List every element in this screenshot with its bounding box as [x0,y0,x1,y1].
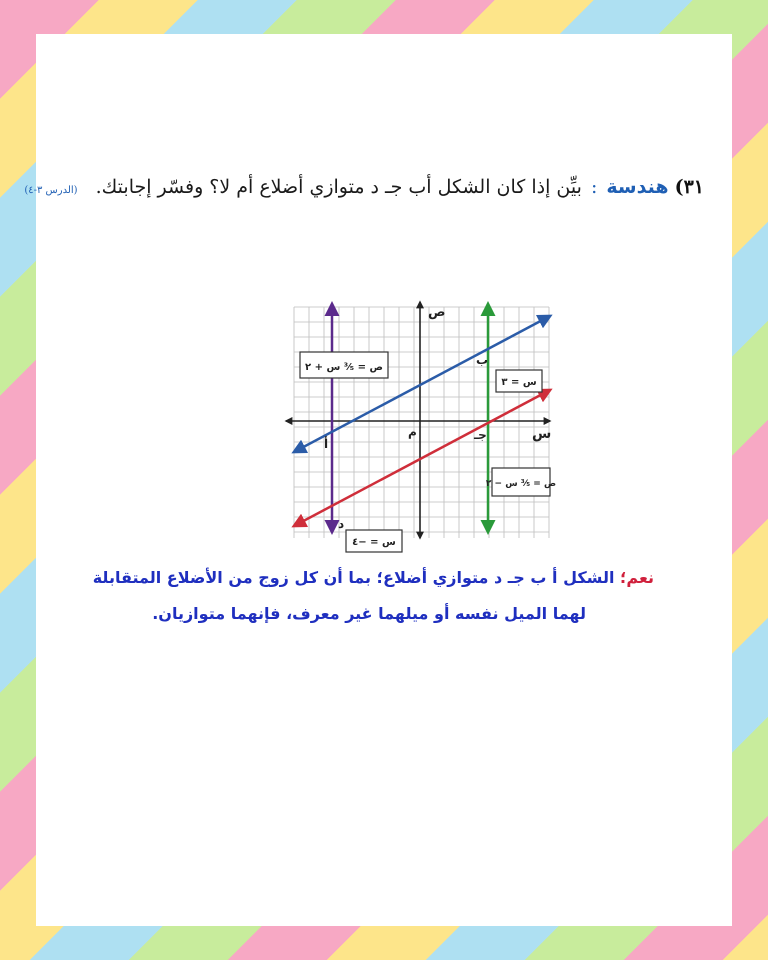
right-vertical-equation: س = ٣ [501,377,537,388]
lesson-reference: (الدرس ٣-٤) [24,185,78,196]
lower-line-equation: ص = ³⁄₅ س − ٢ [485,479,557,489]
point-label-d: د [338,517,345,531]
question-line [24,176,704,198]
worksheet-page [24,34,732,926]
question-separator: : [590,176,598,198]
answer-line-2: لهما الميل نفسه أو ميلهما غير معرف، فإنهما متوازيان. [152,604,586,623]
point-label-c: جـ [474,428,487,442]
point-label-b: ب [476,353,489,367]
lower-line-equation-box [486,468,556,496]
left-vertical-equation: س = −٤ [352,537,396,548]
point-label-a: أ [324,437,329,451]
question-text: بيِّن إذا كان الشكل أب جـ د متوازي أضلاع أم لا؟ وفسّر إجابتك. [95,176,582,198]
right-vertical-equation-box [496,370,542,392]
answer-yes: نعم؛ [620,568,654,587]
x-axis-label: س [532,426,552,442]
origin-label: م [408,425,417,439]
answer-paragraph [86,560,654,632]
left-vertical-equation-box [346,530,402,552]
answer-line-1: الشكل أ ب جـ د متوازي أضلاع؛ بما أن كل زوج من الأضلاع المتقابلة [92,568,615,587]
upper-line-equation-box [300,352,388,378]
question-topic: هندسة [606,176,669,198]
coordinate-graph [250,266,557,548]
upper-line-equation: ص = ³⁄₅ س + ٢ [305,362,383,373]
y-axis-label: ص [428,305,446,320]
question-number: ٣١) [674,176,704,198]
